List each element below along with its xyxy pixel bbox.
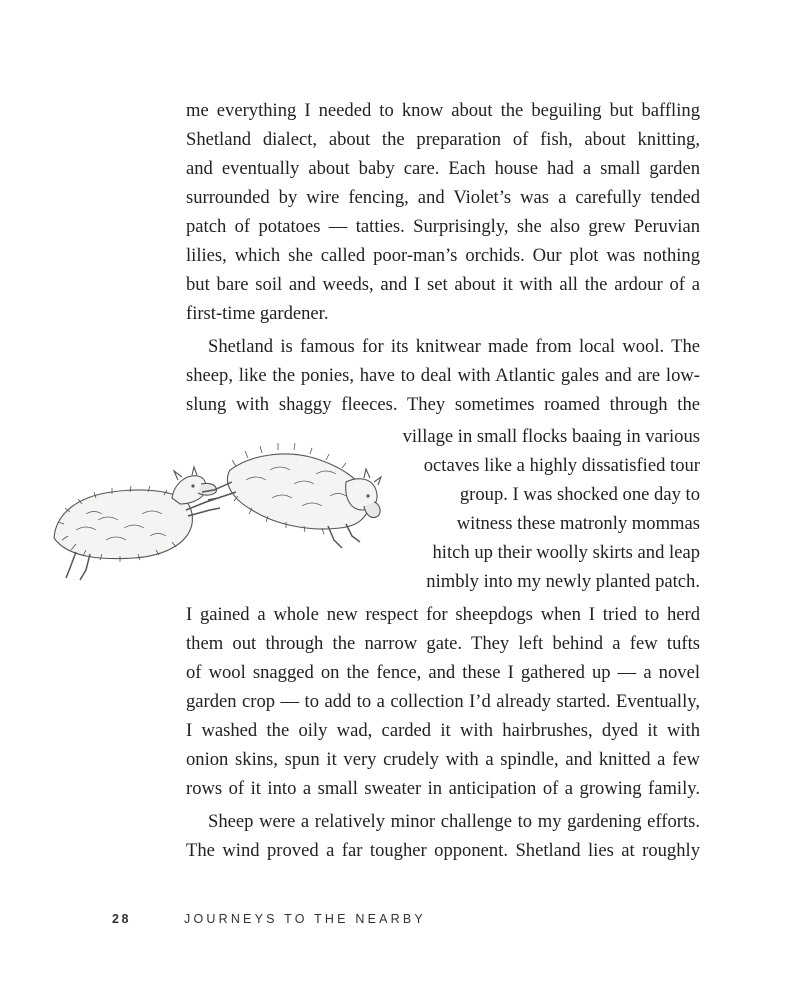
body-line-4: surrounded by wire fencing, and Violet’s was a carefully tended — [186, 187, 700, 208]
body-line-1: me everything I needed to know about the beguiling but baffling — [186, 100, 700, 121]
body-line-18: I gained a whole new respect for sheepdogs when I tried to herd — [186, 604, 700, 625]
right-sheep-drawing — [202, 443, 381, 548]
body-line-21: garden crop — to add to a collection I’d already started. Eventually, — [186, 691, 700, 712]
body-line-17: nimbly into my newly planted patch. — [426, 571, 700, 592]
body-line-22: I washed the oily wad, carded it with hairbrushes, dyed it with — [186, 720, 700, 741]
left-sheep-drawing — [54, 467, 220, 580]
body-line-6: lilies, which she called poor-man’s orchids. Our plot was nothing — [186, 245, 700, 266]
body-line-12: village in small flocks baaing in various — [402, 426, 700, 447]
body-line-14: group. I was shocked one day to — [459, 484, 700, 505]
body-line-25: Sheep were a relatively minor challenge to my gardening efforts. — [208, 811, 700, 832]
body-line-24: rows of it into a small sweater in anticipation of a growing family. — [186, 778, 700, 799]
body-line-19: them out through the narrow gate. They left behind a few tufts — [186, 633, 700, 654]
body-line-10: sheep, like the ponies, have to deal with Atlantic gales and are low- — [186, 365, 700, 386]
body-line-5: patch of potatoes — tatties. Surprisingly, she also grew Peruvian — [186, 216, 700, 237]
body-line-13: octaves like a highly dissatisfied tour — [423, 455, 700, 476]
body-line-2: Shetland dialect, about the preparation of fish, about knitting, — [186, 129, 700, 150]
body-line-8: first-time gardener. — [186, 303, 329, 324]
body-line-3: and eventually about baby care. Each house had a small garden — [186, 158, 700, 179]
body-line-7: but bare soil and weeds, and I set about it with all the ardour of a — [186, 274, 700, 295]
body-line-15: witness these matronly mommas — [456, 513, 700, 534]
body-line-26: The wind proved a far tougher opponent. Shetland lies at roughly — [186, 840, 700, 861]
body-line-23: onion skins, spun it very crudely with a spindle, and knitted a few — [186, 749, 700, 770]
running-head: JOURNEYS TO THE NEARBY — [184, 912, 426, 926]
body-line-9: Shetland is famous for its knitwear made from local wool. The — [208, 336, 700, 357]
body-line-20: of wool snagged on the fence, and these I gathered up — a novel — [186, 662, 700, 683]
body-line-16: hitch up their woolly skirts and leap — [432, 542, 700, 563]
leaping-sheep-illustration — [46, 440, 396, 600]
page-number: 28 — [112, 912, 132, 926]
body-line-11: slung with shaggy fleeces. They sometimes roamed through the — [186, 394, 700, 415]
